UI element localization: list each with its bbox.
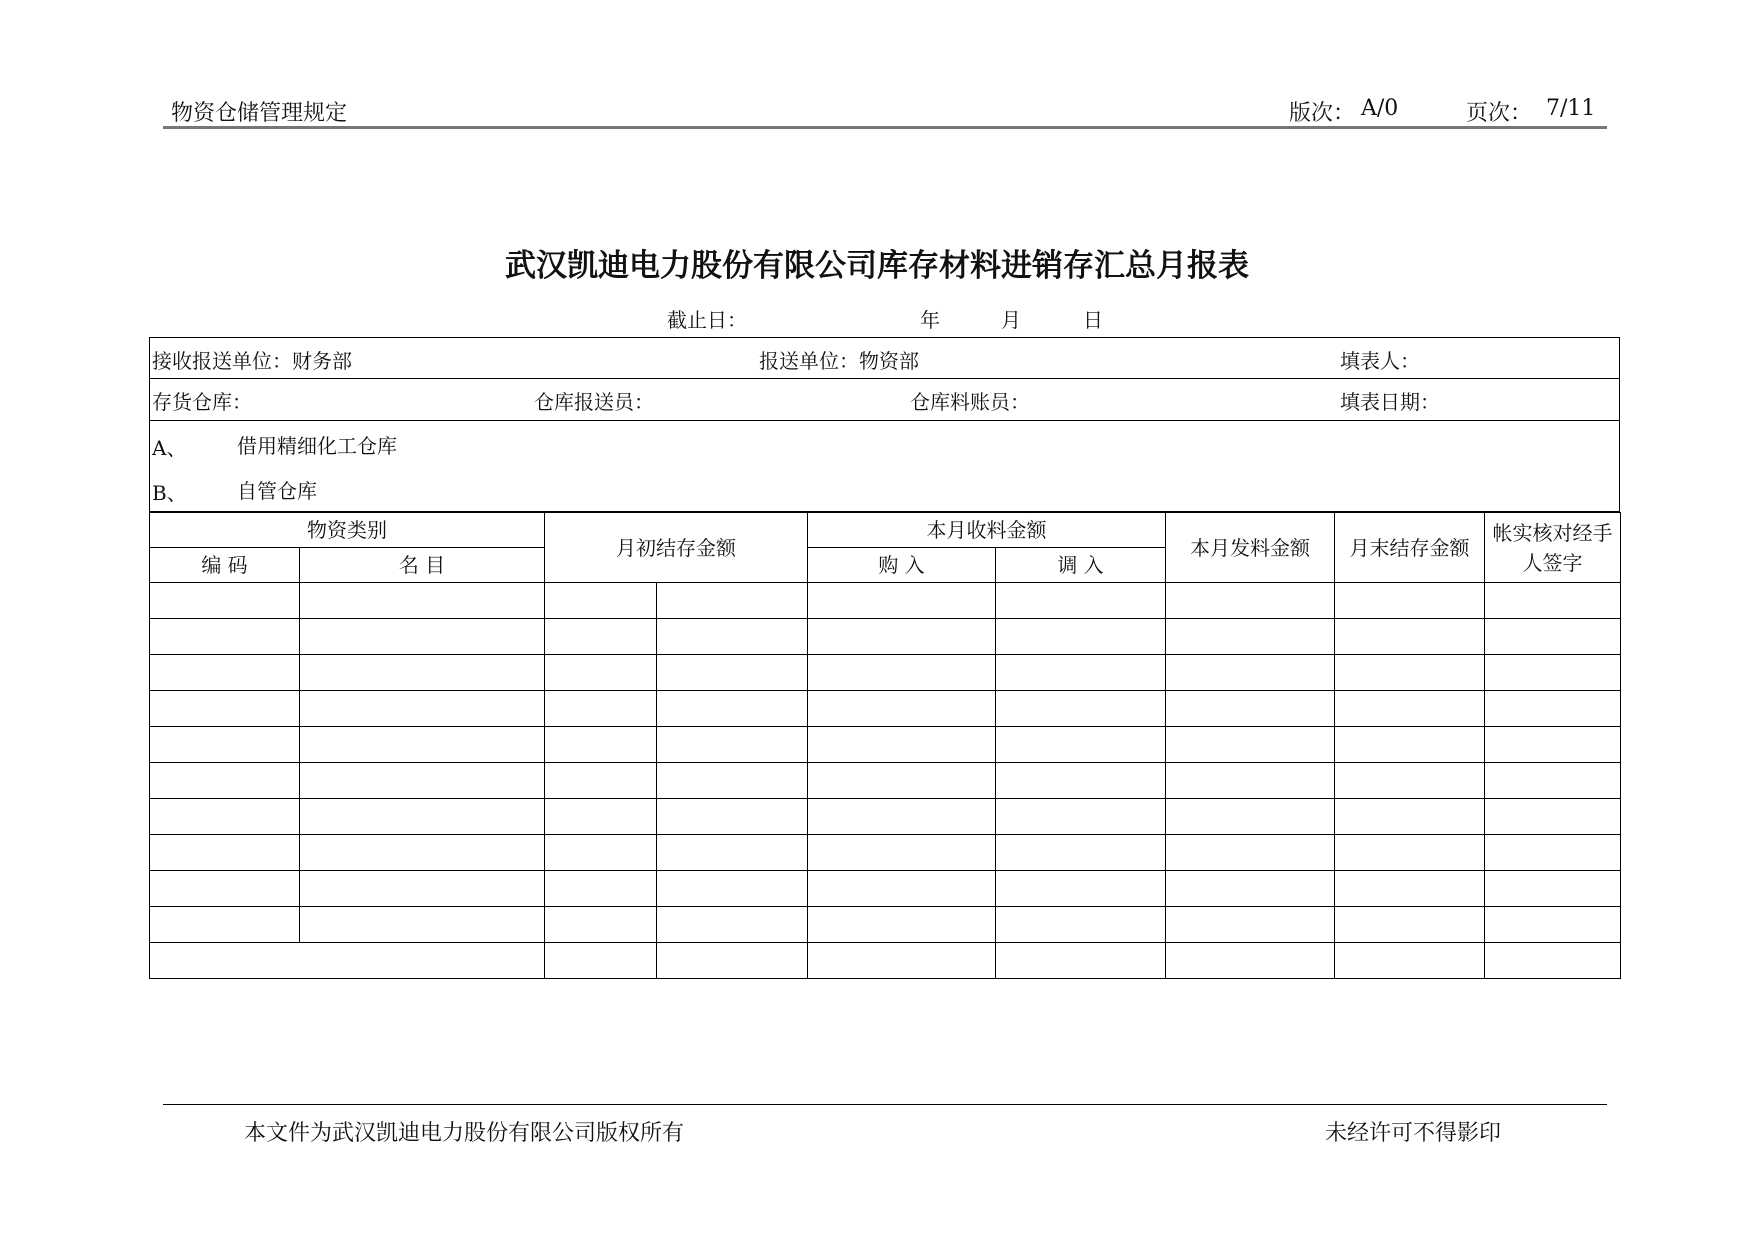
table-cell[interactable] xyxy=(545,943,657,979)
table-cell[interactable] xyxy=(1485,691,1621,727)
table-cell[interactable] xyxy=(545,691,657,727)
table-cell[interactable] xyxy=(1485,907,1621,943)
table-cell[interactable] xyxy=(150,835,300,871)
name-header: 名 目 xyxy=(300,548,545,583)
sender-unit: 报送单位：物资部 xyxy=(759,349,919,373)
table-cell[interactable] xyxy=(808,799,996,835)
table-row xyxy=(150,763,1621,799)
table-cell[interactable] xyxy=(300,835,545,871)
table-cell[interactable] xyxy=(1166,727,1335,763)
table-cell[interactable] xyxy=(545,835,657,871)
table-cell[interactable] xyxy=(150,583,300,619)
report-title: 武汉凯迪电力股份有限公司库存材料进销存汇总月报表 xyxy=(505,248,1249,284)
table-cell[interactable] xyxy=(1166,655,1335,691)
option-b-mark: B、 xyxy=(152,481,187,505)
table-cell[interactable] xyxy=(1485,655,1621,691)
fill-date-field: 填表日期： xyxy=(1340,390,1440,414)
table-cell[interactable] xyxy=(808,583,996,619)
table-cell[interactable] xyxy=(808,871,996,907)
signature-header: 帐实核对经手人签字 xyxy=(1485,513,1621,583)
table-cell[interactable] xyxy=(300,907,545,943)
table-cell[interactable] xyxy=(1335,727,1485,763)
table-cell[interactable] xyxy=(657,907,808,943)
table-cell[interactable] xyxy=(545,619,657,655)
table-cell[interactable] xyxy=(1335,943,1485,979)
bookkeeper-field: 仓库料账员： xyxy=(910,390,1030,414)
issued-header: 本月发料金额 xyxy=(1166,513,1335,583)
table-cell[interactable] xyxy=(300,655,545,691)
table-cell[interactable] xyxy=(657,727,808,763)
table-cell[interactable] xyxy=(150,727,300,763)
table-cell[interactable] xyxy=(657,871,808,907)
table-cell[interactable] xyxy=(996,583,1166,619)
table-cell[interactable] xyxy=(545,763,657,799)
info-row-staff xyxy=(150,379,1619,421)
table-cell[interactable] xyxy=(657,583,808,619)
table-cell[interactable] xyxy=(1166,619,1335,655)
document-name: 物资仓储管理规定 xyxy=(171,101,348,126)
copy-restriction-notice: 未经许可不得影印 xyxy=(1325,1121,1502,1146)
closing-balance-header: 月末结存金额 xyxy=(1335,513,1485,583)
table-cell[interactable] xyxy=(1335,763,1485,799)
table-cell[interactable] xyxy=(1485,943,1621,979)
table-cell[interactable] xyxy=(545,907,657,943)
option-a-text: 借用精细化工仓库 xyxy=(237,434,397,458)
table-cell[interactable] xyxy=(808,943,996,979)
reporter-field: 仓库报送员： xyxy=(534,390,654,414)
table-cell[interactable] xyxy=(150,943,545,979)
table-cell[interactable] xyxy=(1485,871,1621,907)
table-cell[interactable] xyxy=(300,727,545,763)
table-cell[interactable] xyxy=(300,763,545,799)
table-cell[interactable] xyxy=(1485,799,1621,835)
table-cell[interactable] xyxy=(300,619,545,655)
table-cell[interactable] xyxy=(996,799,1166,835)
table-cell[interactable] xyxy=(300,871,545,907)
table-cell[interactable] xyxy=(300,691,545,727)
header-rule xyxy=(163,126,1607,129)
version-label: 版次： xyxy=(1289,101,1356,126)
table-cell[interactable] xyxy=(657,835,808,871)
table-cell[interactable] xyxy=(1485,583,1621,619)
table-row xyxy=(150,799,1621,835)
table-cell[interactable] xyxy=(1166,763,1335,799)
table-cell[interactable] xyxy=(657,943,808,979)
copyright-notice: 本文件为武汉凯迪电力股份有限公司版权所有 xyxy=(244,1121,685,1146)
table-cell[interactable] xyxy=(808,619,996,655)
table-cell[interactable] xyxy=(996,835,1166,871)
table-cell[interactable] xyxy=(808,763,996,799)
cutoff-date-label: 截止日： xyxy=(667,308,747,332)
table-cell[interactable] xyxy=(808,691,996,727)
table-cell[interactable] xyxy=(996,763,1166,799)
option-a-mark: A、 xyxy=(152,436,187,460)
table-cell[interactable] xyxy=(657,619,808,655)
table-cell[interactable] xyxy=(150,763,300,799)
table-row xyxy=(150,871,1621,907)
table-row xyxy=(150,907,1621,943)
table-header-row xyxy=(150,513,1621,548)
table-cell[interactable] xyxy=(808,835,996,871)
year-label: 年 xyxy=(920,308,940,332)
table-cell[interactable] xyxy=(1485,835,1621,871)
table-cell[interactable] xyxy=(545,655,657,691)
table-cell[interactable] xyxy=(1166,799,1335,835)
category-header: 物资类别 xyxy=(150,513,545,548)
month-label: 月 xyxy=(1001,308,1021,332)
table-cell[interactable] xyxy=(545,871,657,907)
table-cell[interactable] xyxy=(1335,655,1485,691)
table-cell[interactable] xyxy=(1335,619,1485,655)
received-header: 本月收料金额 xyxy=(808,513,1166,548)
table-cell[interactable] xyxy=(1166,907,1335,943)
table-cell[interactable] xyxy=(545,583,657,619)
table-cell[interactable] xyxy=(545,799,657,835)
table-cell[interactable] xyxy=(1335,907,1485,943)
table-cell[interactable] xyxy=(657,799,808,835)
purchase-header: 购 入 xyxy=(808,548,996,583)
table-cell[interactable] xyxy=(1335,871,1485,907)
table-cell[interactable] xyxy=(1166,583,1335,619)
table-cell[interactable] xyxy=(150,907,300,943)
table-cell[interactable] xyxy=(1485,763,1621,799)
info-row-units xyxy=(150,338,1619,379)
transfer-header: 调 入 xyxy=(996,548,1166,583)
table-row xyxy=(150,691,1621,727)
page-label: 页次： xyxy=(1466,101,1533,126)
table-cell[interactable] xyxy=(1335,799,1485,835)
table-cell[interactable] xyxy=(1166,943,1335,979)
table-cell[interactable] xyxy=(996,655,1166,691)
table-cell[interactable] xyxy=(1335,583,1485,619)
opening-balance-header: 月初结存金额 xyxy=(545,513,808,583)
table-cell[interactable] xyxy=(996,691,1166,727)
table-row xyxy=(150,727,1621,763)
table-cell[interactable] xyxy=(996,907,1166,943)
table-cell[interactable] xyxy=(808,655,996,691)
code-header: 编 码 xyxy=(150,548,300,583)
table-cell[interactable] xyxy=(150,799,300,835)
footer-rule xyxy=(163,1104,1607,1105)
table-cell[interactable] xyxy=(545,727,657,763)
table-cell[interactable] xyxy=(996,619,1166,655)
table-cell[interactable] xyxy=(996,871,1166,907)
inventory-summary-table xyxy=(149,512,1621,979)
table-cell[interactable] xyxy=(996,727,1166,763)
table-cell[interactable] xyxy=(657,655,808,691)
table-cell[interactable] xyxy=(808,907,996,943)
table-cell[interactable] xyxy=(300,583,545,619)
version-value: A/0 xyxy=(1361,96,1399,121)
table-cell[interactable] xyxy=(657,691,808,727)
table-cell[interactable] xyxy=(996,943,1166,979)
table-total-row xyxy=(150,943,1621,979)
warehouse-field: 存货仓库： xyxy=(152,390,252,414)
table-row xyxy=(150,835,1621,871)
table-cell[interactable] xyxy=(150,655,300,691)
table-cell[interactable] xyxy=(808,727,996,763)
filler-field: 填表人： xyxy=(1340,349,1420,373)
table-row xyxy=(150,655,1621,691)
report-info-block xyxy=(149,337,1620,512)
table-cell[interactable] xyxy=(1485,619,1621,655)
table-cell[interactable] xyxy=(150,619,300,655)
table-cell[interactable] xyxy=(1166,835,1335,871)
page-value: 7/11 xyxy=(1546,96,1596,121)
table-cell[interactable] xyxy=(150,691,300,727)
day-label: 日 xyxy=(1083,308,1103,332)
table-cell[interactable] xyxy=(657,763,808,799)
table-cell[interactable] xyxy=(1485,727,1621,763)
table-cell[interactable] xyxy=(150,871,300,907)
table-row xyxy=(150,619,1621,655)
table-cell[interactable] xyxy=(1166,691,1335,727)
table-cell[interactable] xyxy=(300,799,545,835)
table-cell[interactable] xyxy=(1166,871,1335,907)
table-cell[interactable] xyxy=(1335,691,1485,727)
receiver-unit: 接收报送单位：财务部 xyxy=(152,349,352,373)
option-b-text: 自管仓库 xyxy=(237,479,317,503)
table-cell[interactable] xyxy=(1335,835,1485,871)
table-row xyxy=(150,583,1621,619)
